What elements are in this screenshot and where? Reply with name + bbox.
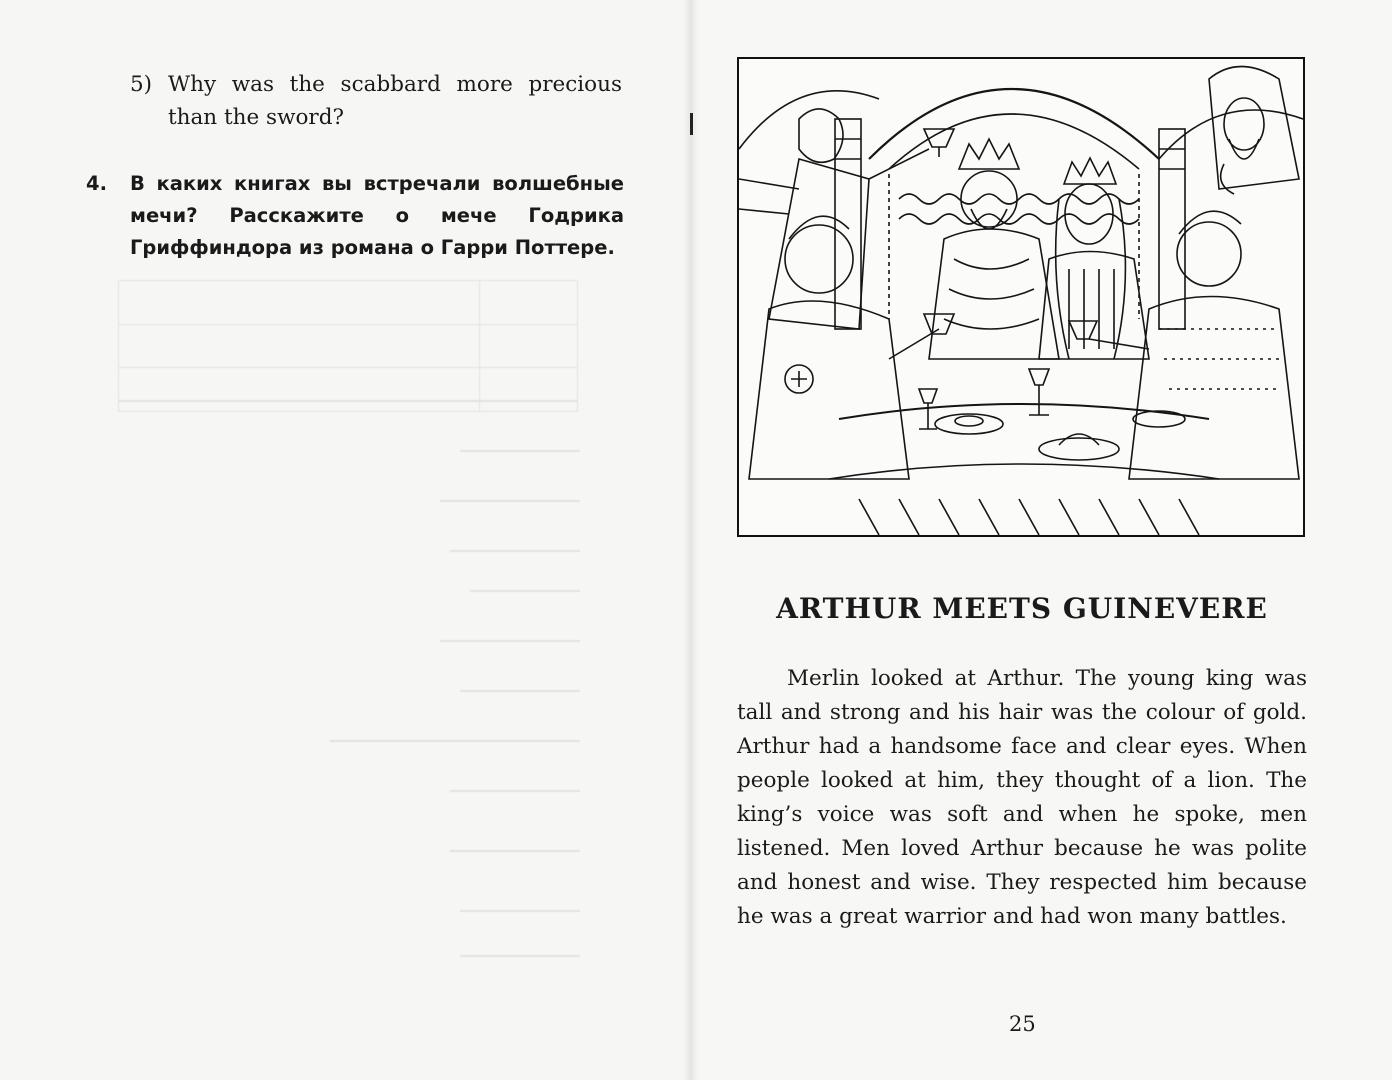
story-title: ARTHUR MEETS GUINEVERE <box>776 592 1268 625</box>
question-text-line-1: Why was the scabbard more precious <box>168 72 622 97</box>
book-gutter <box>684 0 700 1080</box>
task-4 <box>86 168 624 264</box>
question-text-line-2: than the sword? <box>168 105 344 130</box>
question-5 <box>130 68 622 134</box>
question-number: 5) <box>130 72 153 97</box>
story-paragraph: Merlin looked at Arthur. The young king was tall and strong and his hair was the colour of gold. Arthur had a handsome face and clear eyes. When people looked at him, they thought of a lion. The king’s voice was soft and when he spoke, men listened. Men loved Arthur because he was polite and honest and wise. They respected him because he was a great warrior and had won many battles. <box>737 666 1307 929</box>
left-page <box>0 0 692 1080</box>
story-body <box>737 662 1307 934</box>
task-text: В каких книгах вы встречали волшебные мечи? Расскажите о мече Годрика Гриффиндора из романа о Гарри Поттере. <box>130 172 624 259</box>
task-number: 4. <box>86 172 107 195</box>
feast-illustration <box>737 57 1305 537</box>
gutter-mark <box>690 113 693 135</box>
bleed-through-text <box>0 270 692 1050</box>
page-number: 25 <box>1009 1012 1036 1036</box>
